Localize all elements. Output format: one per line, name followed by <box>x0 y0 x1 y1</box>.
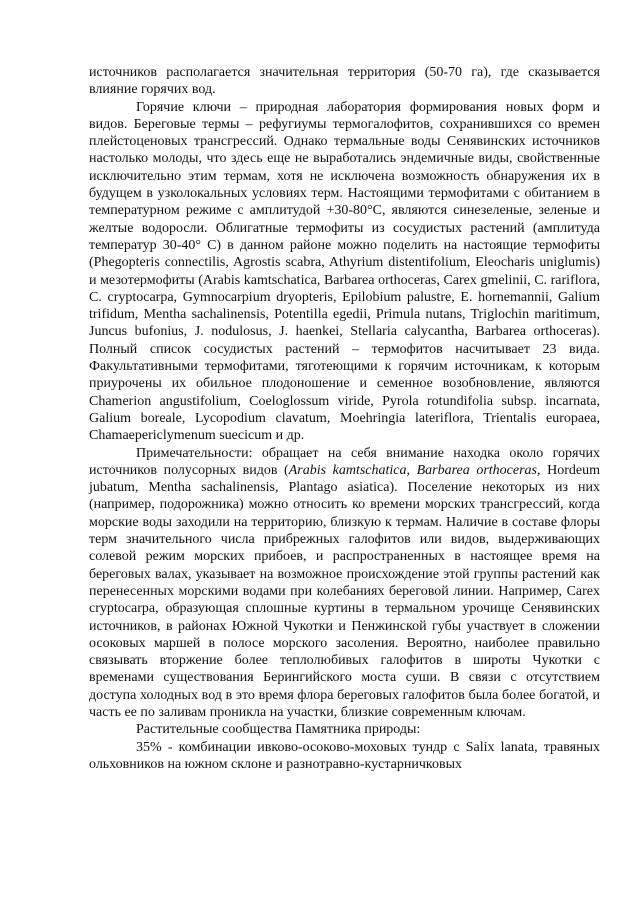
paragraph-text: Растительные сообщества Памятника природы: <box>136 722 421 738</box>
paragraph-text: Hordeum jubatum, Mentha sachalinensis, Plantago asiatica). Поселение некоторых из них (например, подорожника) можно относить ко времени морских трансгрессий, когда морские воды заходили на территорию, близкую к термам. Наличие в составе флоры терм значительного числа прибрежных галофитов или видов, выдерживающих солевой режим морских прибоев, и распространенных в настоящее время на береговых валах, указывает на возможное происхождение этой группы растений как перенесенных морскими водами при колебаниях береговой линии. Например, Carex cryptocarpa, образующая сплошные куртины в термальном урочище Сенявинских источников, в районах Южной Чукотки и Пенжинской губы участвует в сложении осоковых маршей в полосе морского засоления. Вероятно, наиболее правильно связывать вторжение более теплолюбивых галофитов в широты Чукотки с временами существования Берингийского моста суши. В связи с отсутствием доступа холодных вод в это время флора береговых галофитов была более богатой, и часть ее по заливам проникла на участки, близкие современным ключам. <box>89 462 600 720</box>
paragraph-notable-features <box>89 445 600 722</box>
species-names-italic: Arabis kamtschatica, Barbarea orthoceras, <box>288 462 541 478</box>
paragraph-text: источников располагается значительная территория (50-70 га), где сказывается влияние горячих вод. <box>89 65 600 98</box>
paragraph-text: Горячие ключи – природная лаборатория формирования новых форм и видов. Береговые термы – рефугиумы термогалофитов, сохранившихся со времен плейстоценовых трансгрессий. Однако термальные воды Сенявинских источников настолько молоды, что здесь еще не выработались эндемичные виды, свойственные исключительно этим термам, хотя не исключена возможность обнаружения их в будущем в узколокальных условиях терм. Настоящими термофитами с обитанием в температурном режиме с амплитудой +30-80°С, являются синезеленые, зеленые и желтые водоросли. Облигатные термофиты из сосудистых растений (амплитуда температур 30-40° С) в данном районе можно поделить на настоящие термофиты (Phegopteris connectilis, Agrostis scabra, Athyrium distentifolium, Eleocharis uniglumis) и мезотермофиты (Arabis kamtschatica, Barbarea orthoceras, Carex gmelinii, C. rariflora, C. cryptocarpa, Gymnocarpium dryopteris, Epilobium palustre, E. hornemannii, Galium trifidum, Mentha sachalinensis, Potentilla egedii, Primula nutans, Triglochin maritimum, Juncus bufonius, J. nodulosus, J. haenkei, Stellaria calycantha, Barbarea orthoceras). Полный список сосудистых растений – термофитов насчитывает 23 вида. Факультативными термофитами, тяготеющими к горячим источникам, к которым приурочены их обильное плодоношение и семенное возобновление, являются Chamerion angustifolium, Coeloglossum viride, Pyrola rotundifolia subsp. incarnata, Galium boreale, Lycopodium clavatum, Moehringia lateriflora, Trientalis europaea, Chamaepericlymenum suecicum и др. <box>89 99 600 444</box>
document-page <box>89 64 600 773</box>
paragraph-hot-springs-laboratory <box>89 99 600 445</box>
paragraph-community-percentage <box>89 739 600 774</box>
paragraph-intro-continuation <box>89 64 600 99</box>
paragraph-text: Примечательности: обращает на себя внимание находка около горячих источников полусорных видов ( <box>89 445 600 478</box>
paragraph-text: 35% - комбинации ивково-осоково-моховых тундр с Salix lanata, травяных ольховников на южном склоне и разнотравно-кустарничковых <box>89 739 600 772</box>
paragraph-plant-communities-heading <box>89 721 600 738</box>
